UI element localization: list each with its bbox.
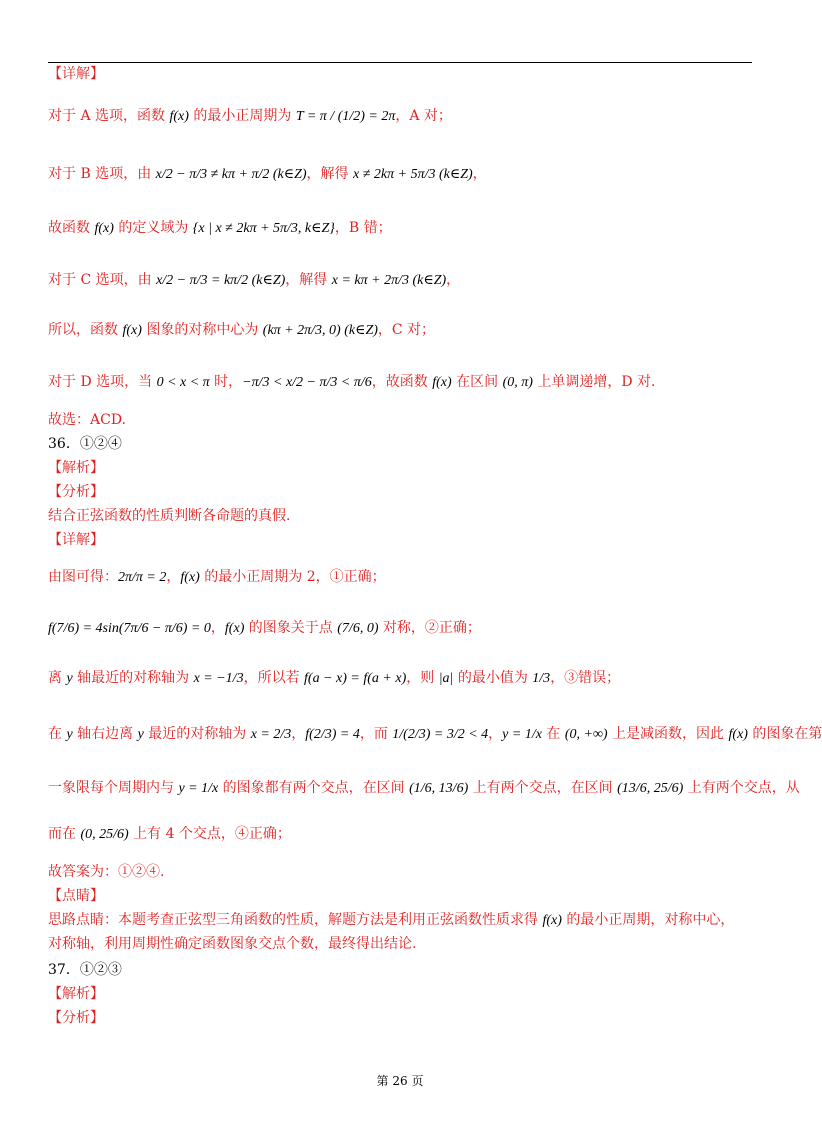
q36-dianjing-tag: 【点睛】 bbox=[48, 888, 104, 904]
q35-c-symmetry-center: (kπ + 2π/3, 0) (k∈Z) bbox=[262, 323, 378, 338]
q37-fenxi-tag: 【分析】 bbox=[48, 1010, 104, 1026]
q35-b-condition: x/2 − π/3 ≠ kπ + π/2 (k∈Z) bbox=[155, 167, 307, 182]
q36-answer: 故答案为：①②④. bbox=[48, 864, 165, 880]
q36-dianjing-line1: 思路点睛：本题考查正弦型三角函数的性质，解题方法是利用正弦函数性质求得 f(x) 的最小正周期，对称中心， bbox=[48, 912, 735, 928]
q35-a-function: f(x) bbox=[169, 109, 189, 124]
page-footer: 第 26 页 bbox=[376, 1074, 424, 1088]
q35-option-b-domain: 故函数 f(x) 的定义域为 {x | x ≠ 2kπ + 5π/3, k∈Z}，B 错； bbox=[48, 220, 392, 236]
q37-analysis-tag: 【解析】 bbox=[48, 986, 104, 1002]
header-rule bbox=[48, 62, 752, 63]
q35-option-c: 对于 C 选项，由 x/2 − π/3 = kπ/2 (k∈Z)，解得 x = kπ + 2π/3 (k∈Z)， bbox=[48, 272, 461, 288]
q35-option-d: 对于 D 选项，当 0 < x < π 时，−π/3 < x/2 − π/3 < π/6，故函数 f(x) 在区间 (0, π) 上单调递增，D 对. bbox=[48, 374, 656, 390]
q36-line-period: 由图可得：2π/π = 2，f(x) 的最小正周期为 2，①正确； bbox=[48, 569, 386, 585]
q36-fenxi-tag: 【分析】 bbox=[48, 484, 104, 500]
q35-answer: 故选：ACD. bbox=[48, 412, 126, 428]
q37-number: 37．①②③ bbox=[48, 962, 122, 978]
q36-number: 36．①②④ bbox=[48, 436, 122, 452]
q36-line-symmetry-point: f(7/6) = 4sin(7π/6 − π/6) = 0，f(x) 的图象关于点 (7/6, 0) 对称，②正确； bbox=[48, 620, 481, 636]
q35-detail-tag: 【详解】 bbox=[48, 66, 104, 82]
q36-line-intersections: 一象限每个周期内与 y = 1/x 的图象都有两个交点，在区间 (1/6, 13/6) 上有两个交点，在区间 (13/6, 25/6) 上有两个交点，从 bbox=[48, 780, 800, 796]
q35-option-b: 对于 B 选项，由 x/2 − π/3 ≠ kπ + π/2 (k∈Z)，解得 x ≠ 2kπ + 5π/3 (k∈Z)， bbox=[48, 166, 487, 182]
q35-option-a: 对于 A 选项，函数 f(x) 的最小正周期为 T = π / (1/2) = 2π，A 对； bbox=[48, 108, 452, 124]
q35-b-domain-set: {x | x ≠ 2kπ + 5π/3, k∈Z} bbox=[192, 221, 335, 236]
q36-line-four-points: 而在 (0, 25/6) 上有 4 个交点，④正确； bbox=[48, 826, 291, 842]
q35-b-solution: x ≠ 2kπ + 5π/3 (k∈Z) bbox=[353, 167, 473, 182]
q35-option-c-center: 所以，函数 f(x) 图象的对称中心为 (kπ + 2π/3, 0) (k∈Z)，C 对； bbox=[48, 322, 436, 338]
q36-detail-tag: 【详解】 bbox=[48, 532, 104, 548]
q35-a-period-formula: T = π / (1/2) = 2π bbox=[295, 109, 396, 124]
q36-fenxi-text: 结合正弦函数的性质判断各命题的真假. bbox=[48, 508, 291, 524]
q36-line-right-axis: 在 y 轴右边离 y 最近的对称轴为 x = 2/3，f(2/3) = 4，而 1/(2/3) = 3/2 < 4，y = 1/x 在 (0, +∞) 上是减函数，因此 f(x) 的图象在第 bbox=[48, 726, 822, 742]
q36-line-axis: 离 y 轴最近的对称轴为 x = −1/3，所以若 f(a − x) = f(a + x)，则 |a| 的最小值为 1/3，③错误； bbox=[48, 670, 621, 686]
q36-analysis-tag: 【解析】 bbox=[48, 460, 104, 476]
q36-dianjing-line2: 对称轴，利用周期性确定函数图象交点个数，最终得出结论. bbox=[48, 936, 417, 952]
